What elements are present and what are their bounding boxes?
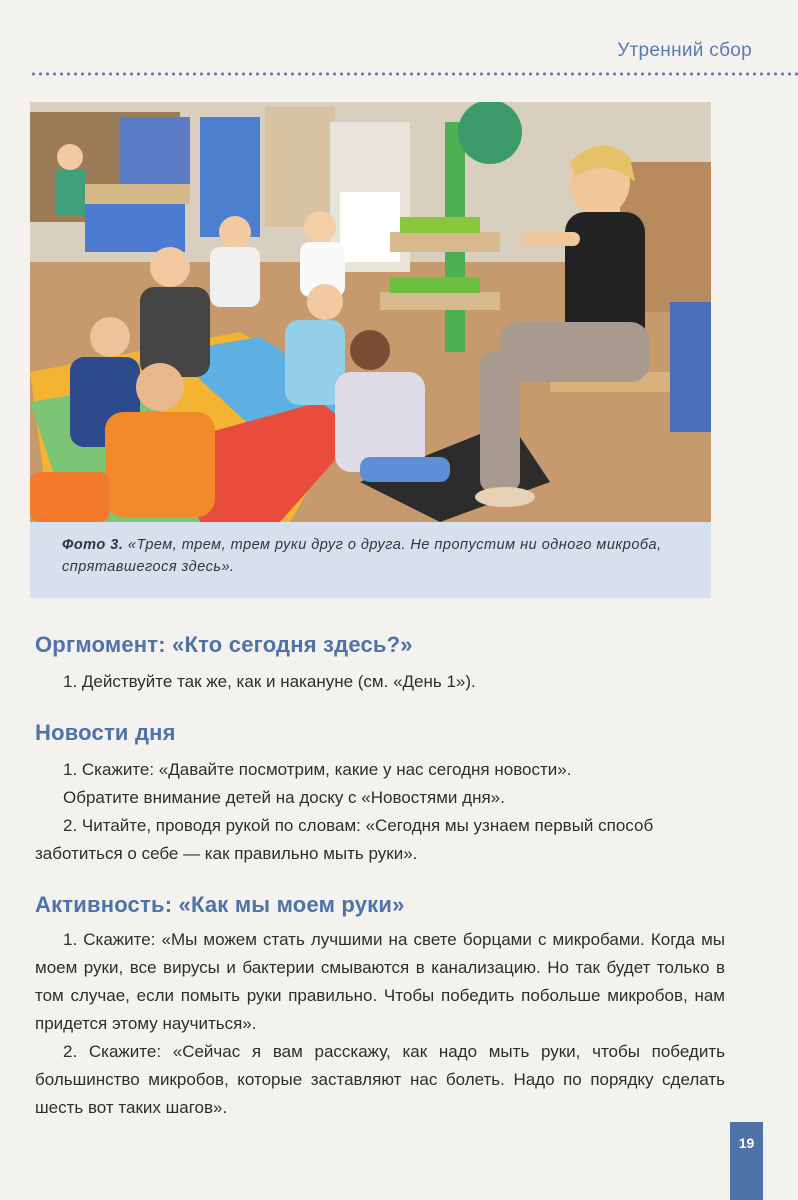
photo-caption-text: «Трем, трем, трем руки друг о друга. Не пропустим ни одного микроба, спрятавшегося здесь».: [62, 537, 662, 575]
classroom-photo: [30, 102, 711, 522]
page-number: 19: [730, 1122, 763, 1200]
running-header-title: Утренний сбор: [617, 40, 752, 61]
news-step-1: 1. Скажите: «Давайте посмотрим, какие у нас сегодня новости».: [63, 760, 572, 779]
section-heading-activity: Активность: «Как мы моем руки»: [35, 892, 405, 917]
section-heading-news: Новости дня: [35, 720, 176, 745]
activity-step-2: 2. Скажите: «Сейчас я вам расскажу, как надо мыть руки, чтобы победить большинство микробов, которые заставляют нас болеть. Надо по порядку сделать шесть вот таких шагов».: [35, 1042, 725, 1117]
photo-caption: [30, 522, 711, 598]
dotted-divider: [30, 72, 798, 76]
news-step-1-note: Обратите внимание детей на доску с «Новостями дня».: [63, 788, 505, 807]
activity-step-1: 1. Скажите: «Мы можем стать лучшими на свете борцами с микробами. Когда мы моем руки, все вирусы и бактерии смываются в канализацию. Но так будет только в том случае, если помыть руки правильно. Чтобы победить побольше микробов, нам придется этому научиться».: [35, 930, 725, 1033]
photo-caption-label: Фото 3.: [62, 537, 124, 553]
orgmoment-step-1: 1. Действуйте так же, как и накануне (см. «День 1»).: [63, 672, 476, 691]
page-body: [35, 630, 725, 1122]
news-step-2: 2. Читайте, проводя рукой по словам: «Сегодня мы узнаем первый способ заботиться о себе — как правильно мыть руки».: [35, 816, 654, 863]
section-heading-orgmoment: Оргмомент: «Кто сегодня здесь?»: [35, 632, 413, 657]
